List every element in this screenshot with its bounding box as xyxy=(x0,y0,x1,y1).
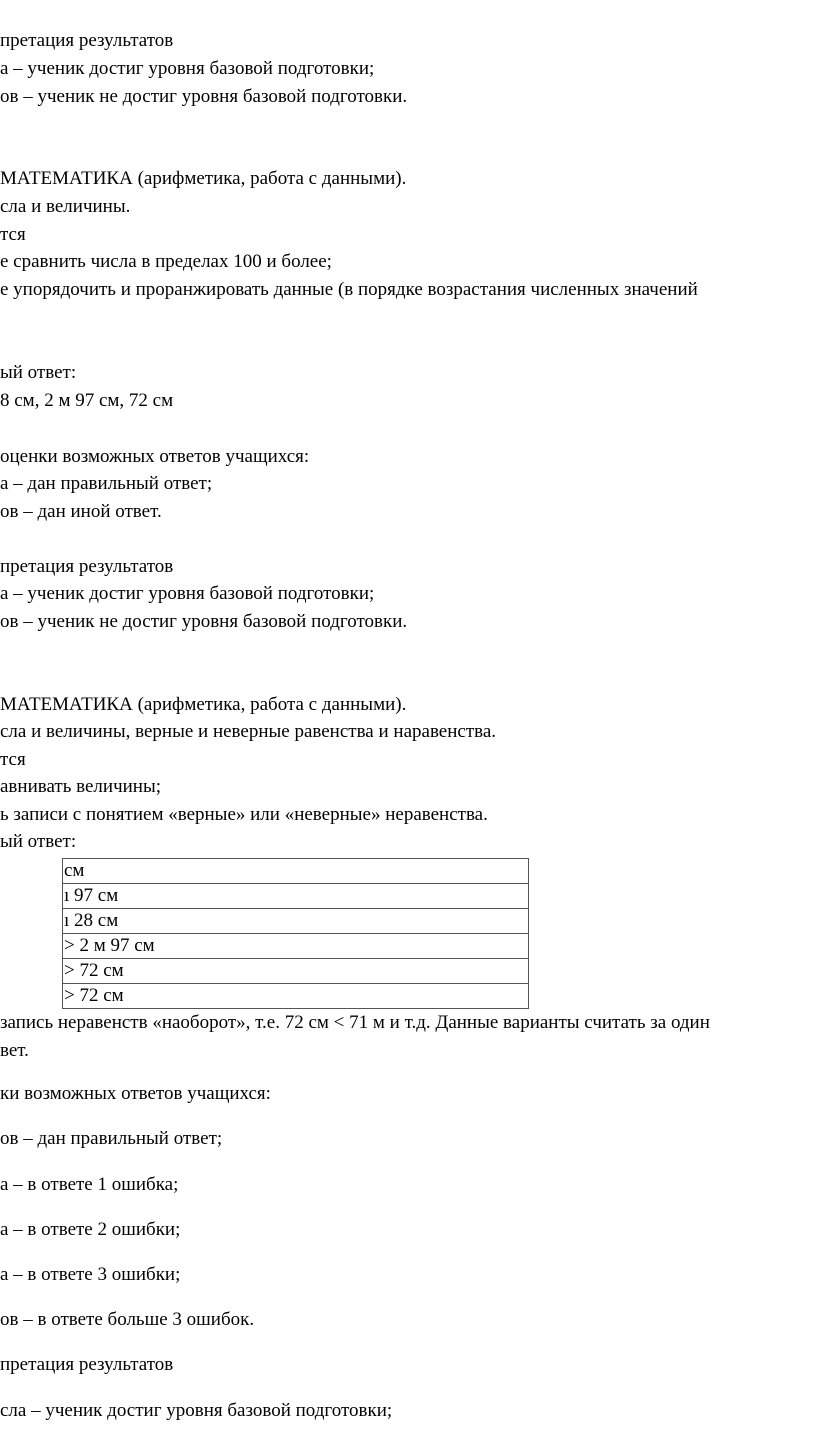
text-line: ов – ученик не достиг уровня базовой подготовки. xyxy=(0,611,408,632)
text-line: ый ответ: xyxy=(0,831,77,852)
text-line: оценки возможных ответов учащихся: xyxy=(0,446,310,467)
table-cell: ı 28 см xyxy=(63,909,529,934)
text-line: ов – ученик не достиг уровня базовой подготовки. xyxy=(0,86,408,107)
text-line: ов – в ответе больше 3 ошибок. xyxy=(0,1309,255,1330)
section-heading: МАТЕМАТИКА (арифметика, работа с данными). xyxy=(0,694,407,715)
text-line: а – в ответе 2 ошибки; xyxy=(0,1219,181,1240)
table-cell: > 72 см xyxy=(63,959,529,984)
text-line: ь записи с понятием «верные» или «неверные» неравенства. xyxy=(0,804,488,825)
text-line: е сравнить числа в пределах 100 и более; xyxy=(0,251,332,272)
table-row xyxy=(63,984,529,1009)
table-cell: > 72 см xyxy=(63,984,529,1009)
text-line: ый ответ: xyxy=(0,362,77,383)
table-cell: > 2 м 97 см xyxy=(63,934,529,959)
table-row xyxy=(63,909,529,934)
text-line: е упорядочить и проранжировать данные (в порядке возрастания численных значений xyxy=(0,279,698,300)
text-line: запись неравенств «наоборот», т.е. 72 см < 71 м и т.д. Данные варианты считать за один xyxy=(0,1012,710,1033)
text-line: сла и величины, верные и неверные равенства и наравенства. xyxy=(0,721,497,742)
text-line: претация результатов xyxy=(0,30,174,51)
text-line: а – в ответе 3 ошибки; xyxy=(0,1264,181,1285)
text-line: а – ученик достиг уровня базовой подготовки; xyxy=(0,583,375,604)
text-line: сла – ученик достиг уровня базовой подготовки; xyxy=(0,1400,393,1421)
text-line: вет. xyxy=(0,1040,29,1061)
text-line: претация результатов xyxy=(0,556,174,577)
text-line: ов – дан иной ответ. xyxy=(0,501,162,522)
table-cell: ı 97 см xyxy=(63,884,529,909)
text-line: а – ученик достиг уровня базовой подготовки; xyxy=(0,58,375,79)
text-line: тся xyxy=(0,224,26,245)
text-line: ов – дан правильный ответ; xyxy=(0,1128,223,1149)
text-line: а – дан правильный ответ; xyxy=(0,473,213,494)
text-line: ки возможных ответов учащихся: xyxy=(0,1083,271,1104)
table-row xyxy=(63,884,529,909)
table-row xyxy=(63,934,529,959)
answer-line: 8 см, 2 м 97 см, 72 см xyxy=(0,390,174,411)
table-cell: см xyxy=(63,859,529,884)
text-line: тся xyxy=(0,749,26,770)
table-row xyxy=(63,859,529,884)
text-line: сла и величины. xyxy=(0,196,131,217)
text-line: авнивать величины; xyxy=(0,776,161,797)
answer-table xyxy=(62,858,529,1009)
text-line: а – в ответе 1 ошибка; xyxy=(0,1174,179,1195)
section-heading: МАТЕМАТИКА (арифметика, работа с данными). xyxy=(0,168,407,189)
text-line: претация результатов xyxy=(0,1354,174,1375)
table-row xyxy=(63,959,529,984)
